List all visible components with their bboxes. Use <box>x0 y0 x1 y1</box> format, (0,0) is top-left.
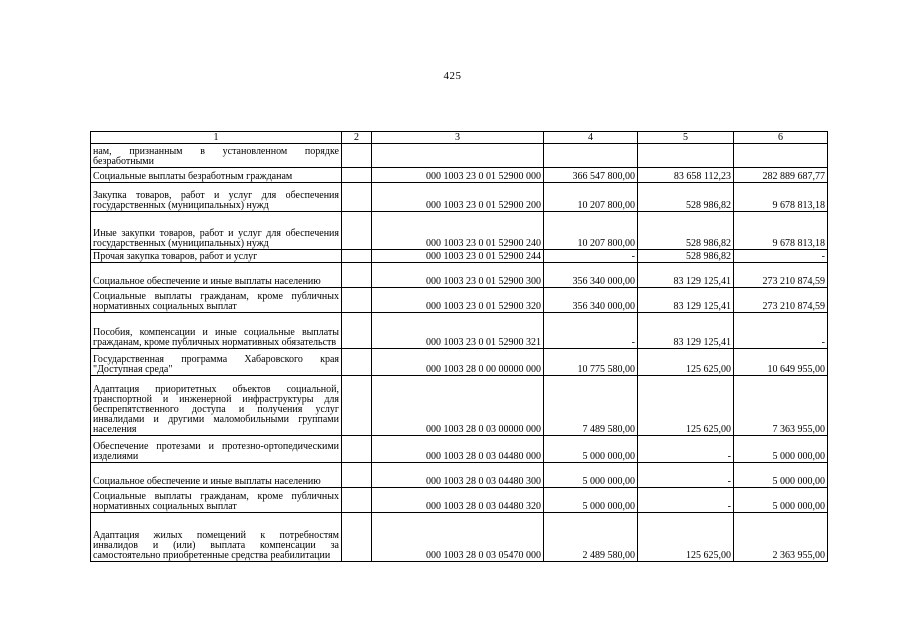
approved-amount-cell: 356 340 000,00 <box>544 263 638 288</box>
page-number: 425 <box>443 70 462 82</box>
table-row <box>91 263 828 288</box>
executed-amount-cell: 83 658 112,23 <box>638 168 734 183</box>
row-name-cell: нам, признанным в установленном порядке безработными <box>91 144 342 168</box>
unexecuted-amount-cell: 10 649 955,00 <box>734 349 828 376</box>
row-name-cell: Пособия, компенсации и иные социальные выплаты гражданам, кроме публичных нормативных обязательств <box>91 313 342 349</box>
executed-amount-cell: 125 625,00 <box>638 513 734 562</box>
budget-code-cell: 000 1003 28 0 03 04480 000 <box>372 436 544 463</box>
budget-code-cell: 000 1003 28 0 00 00000 000 <box>372 349 544 376</box>
row-column2-cell <box>342 288 372 313</box>
row-name-cell: Адаптация жилых помещений к потребностям инвалидов и (или) выплата компенсации за самостоятельно приобретенные средства реабилитации <box>91 513 342 562</box>
approved-amount-cell: 5 000 000,00 <box>544 436 638 463</box>
unexecuted-amount-cell: 273 210 874,59 <box>734 288 828 313</box>
approved-amount-cell: 10 775 580,00 <box>544 349 638 376</box>
row-name-cell: Социальные выплаты гражданам, кроме публичных нормативных социальных выплат <box>91 488 342 513</box>
executed-amount-cell: 125 625,00 <box>638 376 734 436</box>
approved-amount-cell: 2 489 580,00 <box>544 513 638 562</box>
row-name-cell: Социальные выплаты гражданам, кроме публичных нормативных социальных выплат <box>91 288 342 313</box>
approved-amount-cell <box>544 144 638 168</box>
row-name-cell: Иные закупки товаров, работ и услуг для обеспечения государственных (муниципальных) нужд <box>91 212 342 250</box>
approved-amount-cell: 5 000 000,00 <box>544 488 638 513</box>
unexecuted-amount-cell: 5 000 000,00 <box>734 436 828 463</box>
table-row <box>91 183 828 212</box>
budget-code-cell: 000 1003 28 0 03 04480 320 <box>372 488 544 513</box>
approved-amount-cell: 7 489 580,00 <box>544 376 638 436</box>
approved-amount-cell: 5 000 000,00 <box>544 463 638 488</box>
column-header: 1 <box>91 132 342 144</box>
budget-code-cell: 000 1003 23 0 01 52900 321 <box>372 313 544 349</box>
unexecuted-amount-cell <box>734 144 828 168</box>
executed-amount-cell: 83 129 125,41 <box>638 288 734 313</box>
unexecuted-amount-cell: 282 889 687,77 <box>734 168 828 183</box>
table-body <box>91 144 828 562</box>
executed-amount-cell: 528 986,82 <box>638 212 734 250</box>
budget-code-cell: 000 1003 23 0 01 52900 240 <box>372 212 544 250</box>
unexecuted-amount-cell: 5 000 000,00 <box>734 463 828 488</box>
row-column2-cell <box>342 513 372 562</box>
unexecuted-amount-cell: 273 210 874,59 <box>734 263 828 288</box>
table-row <box>91 513 828 562</box>
table-row <box>91 349 828 376</box>
row-name-cell: Государственная программа Хабаровского края "Доступная среда" <box>91 349 342 376</box>
row-name-cell: Социальное обеспечение и иные выплаты населению <box>91 463 342 488</box>
table-row <box>91 250 828 263</box>
row-column2-cell <box>342 250 372 263</box>
unexecuted-amount-cell: 2 363 955,00 <box>734 513 828 562</box>
unexecuted-amount-cell: 7 363 955,00 <box>734 376 828 436</box>
budget-execution-table <box>90 131 828 562</box>
column-header: 6 <box>734 132 828 144</box>
row-column2-cell <box>342 349 372 376</box>
unexecuted-amount-cell: 9 678 813,18 <box>734 212 828 250</box>
row-name-cell: Социальные выплаты безработным гражданам <box>91 168 342 183</box>
executed-amount-cell: 83 129 125,41 <box>638 263 734 288</box>
row-column2-cell <box>342 212 372 250</box>
table-row <box>91 376 828 436</box>
table-row <box>91 144 828 168</box>
row-name-cell: Обеспечение протезами и протезно-ортопедическими изделиями <box>91 436 342 463</box>
table-row <box>91 488 828 513</box>
executed-amount-cell: 528 986,82 <box>638 250 734 263</box>
table-row <box>91 436 828 463</box>
row-column2-cell <box>342 436 372 463</box>
budget-code-cell: 000 1003 23 0 01 52900 300 <box>372 263 544 288</box>
executed-amount-cell: - <box>638 488 734 513</box>
column-header: 4 <box>544 132 638 144</box>
executed-amount-cell: 528 986,82 <box>638 183 734 212</box>
approved-amount-cell: 366 547 800,00 <box>544 168 638 183</box>
row-column2-cell <box>342 263 372 288</box>
executed-amount-cell: 125 625,00 <box>638 349 734 376</box>
unexecuted-amount-cell: - <box>734 250 828 263</box>
column-header: 2 <box>342 132 372 144</box>
unexecuted-amount-cell: 5 000 000,00 <box>734 488 828 513</box>
budget-code-cell <box>372 144 544 168</box>
table-row <box>91 288 828 313</box>
approved-amount-cell: 356 340 000,00 <box>544 288 638 313</box>
table-row <box>91 168 828 183</box>
executed-amount-cell: 83 129 125,41 <box>638 313 734 349</box>
row-column2-cell <box>342 376 372 436</box>
executed-amount-cell: - <box>638 463 734 488</box>
row-column2-cell <box>342 144 372 168</box>
budget-code-cell: 000 1003 28 0 03 05470 000 <box>372 513 544 562</box>
approved-amount-cell: 10 207 800,00 <box>544 212 638 250</box>
row-column2-cell <box>342 313 372 349</box>
budget-code-cell: 000 1003 23 0 01 52900 000 <box>372 168 544 183</box>
approved-amount-cell: 10 207 800,00 <box>544 183 638 212</box>
column-header: 5 <box>638 132 734 144</box>
row-column2-cell <box>342 183 372 212</box>
row-name-cell: Закупка товаров, работ и услуг для обеспечения государственных (муниципальных) нужд <box>91 183 342 212</box>
table-header-row <box>91 132 828 144</box>
row-name-cell: Социальное обеспечение и иные выплаты населению <box>91 263 342 288</box>
budget-code-cell: 000 1003 23 0 01 52900 200 <box>372 183 544 212</box>
row-name-cell: Адаптация приоритетных объектов социальной, транспортной и инженерной инфраструктуры для беспрепятственного доступа и получения услуг инвалидами и другими маломобильными группами населения <box>91 376 342 436</box>
table-row <box>91 463 828 488</box>
table-row <box>91 313 828 349</box>
approved-amount-cell: - <box>544 313 638 349</box>
approved-amount-cell: - <box>544 250 638 263</box>
row-column2-cell <box>342 168 372 183</box>
row-column2-cell <box>342 463 372 488</box>
table-row <box>91 212 828 250</box>
budget-code-cell: 000 1003 28 0 03 00000 000 <box>372 376 544 436</box>
executed-amount-cell <box>638 144 734 168</box>
budget-code-cell: 000 1003 23 0 01 52900 320 <box>372 288 544 313</box>
unexecuted-amount-cell: - <box>734 313 828 349</box>
row-column2-cell <box>342 488 372 513</box>
executed-amount-cell: - <box>638 436 734 463</box>
row-name-cell: Прочая закупка товаров, работ и услуг <box>91 250 342 263</box>
column-header: 3 <box>372 132 544 144</box>
unexecuted-amount-cell: 9 678 813,18 <box>734 183 828 212</box>
budget-code-cell: 000 1003 28 0 03 04480 300 <box>372 463 544 488</box>
budget-code-cell: 000 1003 23 0 01 52900 244 <box>372 250 544 263</box>
